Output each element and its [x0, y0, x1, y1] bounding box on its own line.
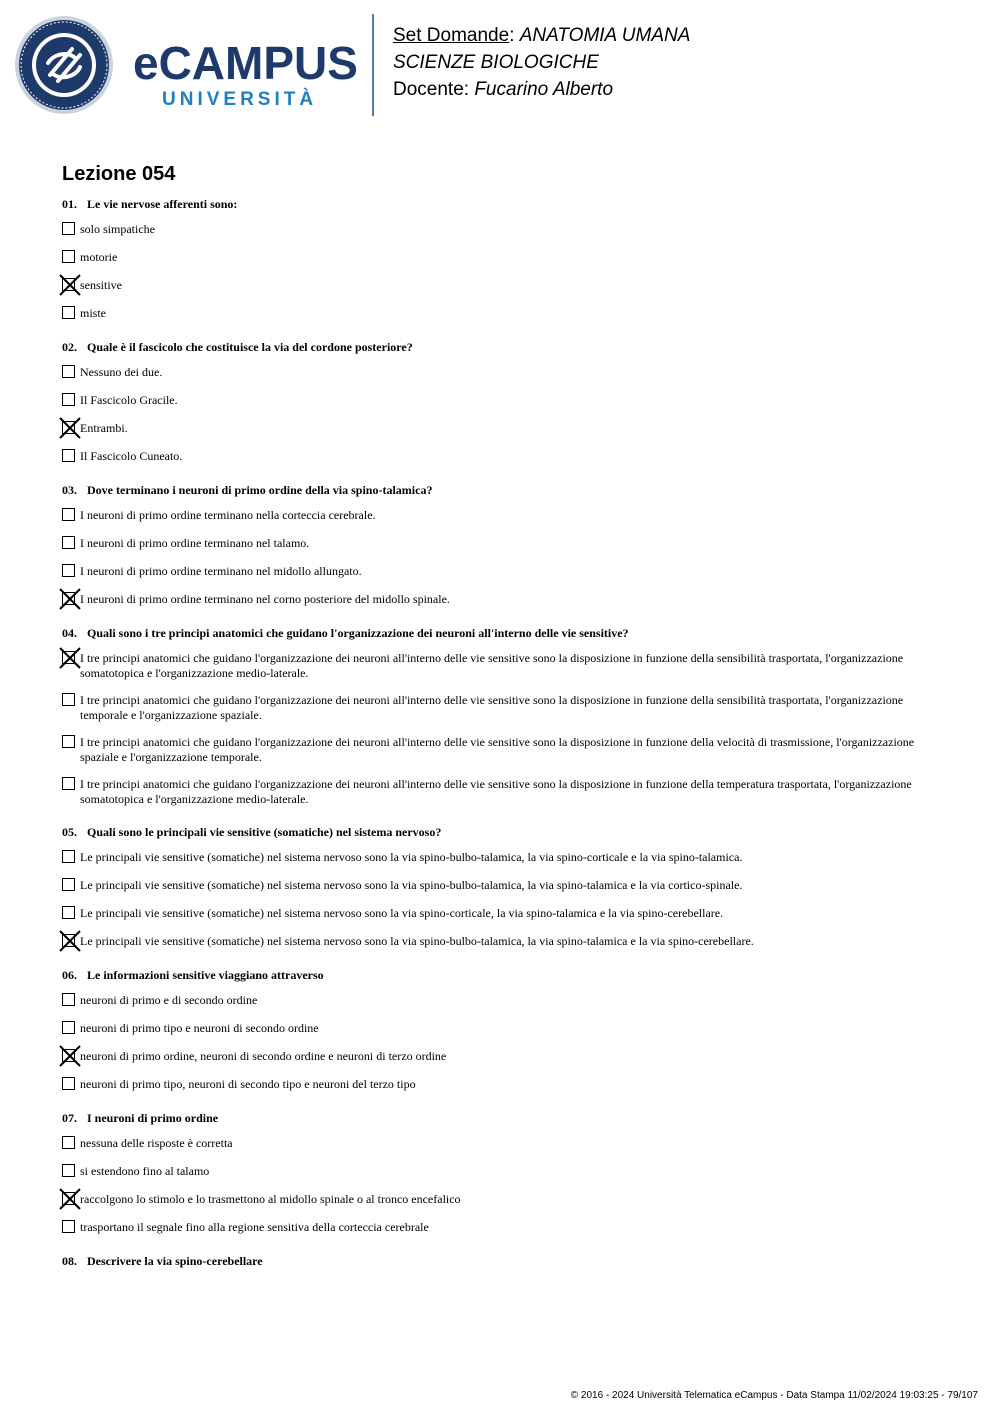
answer-option [62, 278, 942, 294]
question [62, 197, 942, 322]
checked-checkbox[interactable] [62, 1192, 75, 1205]
checkbox[interactable] [62, 508, 75, 521]
answer-option [62, 777, 942, 807]
checkbox[interactable] [62, 1220, 75, 1233]
cross-mark-icon [59, 1188, 81, 1210]
option-text: trasportano il segnale fino alla regione sensitiva della corteccia cerebrale [80, 1220, 429, 1234]
question-number: 02. [62, 340, 77, 354]
option-text: si estendono fino al talamo [80, 1164, 210, 1178]
checkbox[interactable] [62, 250, 75, 263]
checked-checkbox[interactable] [62, 1049, 75, 1062]
checkbox[interactable] [62, 878, 75, 891]
option-text: Le principali vie sensitive (somatiche) nel sistema nervoso sono la via spino-corticale, la via spino-talamica e la via spino-cerebellare. [80, 906, 724, 920]
option-text: I tre principi anatomici che guidano l'organizzazione dei neuroni all'interno delle vie sensitive sono la disposizione in funzione della sensibilità trasportata, l'organizzazione temporale e l'organizzazione spaziale. [80, 693, 904, 722]
question-title [62, 825, 942, 841]
question [62, 1254, 942, 1270]
checkbox[interactable] [62, 393, 75, 406]
answer-option [62, 421, 942, 437]
answer-option [62, 222, 942, 238]
question-title [62, 626, 942, 642]
course-name: SCIENZE BIOLOGICHE [393, 52, 599, 73]
logo-subtitle: UNIVERSITÀ [162, 89, 318, 110]
checkbox[interactable] [62, 693, 75, 706]
checkbox[interactable] [62, 1021, 75, 1034]
answer-option [62, 1136, 942, 1152]
checked-checkbox[interactable] [62, 592, 75, 605]
answer-option [62, 906, 942, 922]
option-text: I neuroni di primo ordine terminano nella corteccia cerebrale. [80, 508, 376, 522]
checkbox[interactable] [62, 850, 75, 863]
checkbox[interactable] [62, 306, 75, 319]
option-text: neuroni di primo ordine, neuroni di secondo ordine e neuroni di terzo ordine [80, 1049, 447, 1063]
page-header [0, 0, 1000, 130]
logo-wordmark: eCAMPUS [133, 37, 358, 89]
checkbox[interactable] [62, 1164, 75, 1177]
cross-mark-icon [59, 274, 81, 296]
checkbox[interactable] [62, 536, 75, 549]
answer-option [62, 393, 942, 409]
answer-option [62, 850, 942, 866]
question [62, 825, 942, 950]
question-title [62, 197, 942, 213]
answer-option [62, 449, 942, 465]
question-text: Quale è il fascicolo che costituisce la via del cordone posteriore? [87, 340, 413, 354]
university-seal-icon [14, 15, 114, 115]
question [62, 968, 942, 1093]
option-text: raccolgono lo stimolo e lo trasmettono al midollo spinale o al tronco encefalico [80, 1192, 461, 1206]
answer-option [62, 306, 942, 322]
set-value: ANATOMIA UMANA [519, 25, 691, 46]
answer-option [62, 564, 942, 580]
question-number: 07. [62, 1111, 77, 1125]
option-text: I tre principi anatomici che guidano l'organizzazione dei neuroni all'interno delle vie sensitive sono la disposizione in funzione della sensibilità trasportata, l'organizzazione somatotopica e l'organizzazione medio-laterale. [80, 651, 904, 680]
checkbox[interactable] [62, 1077, 75, 1090]
question-text: Le vie nervose afferenti sono: [87, 197, 238, 211]
answer-option [62, 536, 942, 552]
cross-mark-icon [59, 647, 81, 669]
checkbox[interactable] [62, 449, 75, 462]
question-text: Quali sono i tre principi anatomici che guidano l'organizzazione dei neuroni all'interno delle vie sensitive? [87, 626, 629, 640]
answer-option [62, 735, 942, 765]
answer-option [62, 1192, 942, 1208]
question-number: 04. [62, 626, 77, 640]
option-text: Il Fascicolo Cuneato. [80, 449, 183, 463]
checked-checkbox[interactable] [62, 651, 75, 664]
option-text: I tre principi anatomici che guidano l'organizzazione dei neuroni all'interno delle vie sensitive sono la disposizione in funzione della velocità di trasmissione, l'organizzazione spaziale e l'organizzazione temporale. [80, 735, 915, 764]
answer-option [62, 651, 942, 681]
header-info [393, 22, 690, 103]
question [62, 340, 942, 465]
option-text: sensitive [80, 278, 122, 292]
answer-option [62, 693, 942, 723]
question-title [62, 1254, 942, 1270]
cross-mark-icon [59, 588, 81, 610]
option-text: I neuroni di primo ordine terminano nel talamo. [80, 536, 310, 550]
option-text: nessuna delle risposte è corretta [80, 1136, 233, 1150]
checkbox[interactable] [62, 564, 75, 577]
answer-option [62, 1164, 942, 1180]
answer-option [62, 878, 942, 894]
option-text: neuroni di primo tipo, neuroni di secondo tipo e neuroni del terzo tipo [80, 1077, 416, 1091]
answer-option [62, 993, 942, 1009]
option-text: Il Fascicolo Gracile. [80, 393, 178, 407]
teacher-label: Docente: [393, 79, 475, 100]
option-text: neuroni di primo tipo e neuroni di secondo ordine [80, 1021, 319, 1035]
answer-option [62, 1077, 942, 1093]
question-title [62, 968, 942, 984]
question-title [62, 340, 942, 356]
cross-mark-icon [59, 417, 81, 439]
question-text: Dove terminano i neuroni di primo ordine della via spino-talamica? [87, 483, 433, 497]
option-text: miste [80, 306, 106, 320]
option-text: Entrambi. [80, 421, 128, 435]
set-label: Set Domande [393, 25, 510, 46]
question-list [62, 197, 942, 1288]
question-number: 08. [62, 1254, 77, 1268]
option-text: I neuroni di primo ordine terminano nel corno posteriore del midollo spinale. [80, 592, 450, 606]
question-number: 01. [62, 197, 77, 211]
option-text: I tre principi anatomici che guidano l'organizzazione dei neuroni all'interno delle vie sensitive sono la disposizione in funzione della temperatura trasportata, l'organizzazione somatotopica e l'organizzazione medio-laterale. [80, 777, 912, 806]
answer-option [62, 365, 942, 381]
option-text: neuroni di primo e di secondo ordine [80, 993, 258, 1007]
checked-checkbox[interactable] [62, 421, 75, 434]
question-text: I neuroni di primo ordine [87, 1111, 219, 1125]
option-text: Nessuno dei due. [80, 365, 163, 379]
checkbox[interactable] [62, 365, 75, 378]
set-line: Set Domande: ANATOMIA UMANA [393, 25, 691, 46]
question-text: Quali sono le principali vie sensitive (somatiche) nel sistema nervoso? [87, 825, 442, 839]
question-title [62, 1111, 942, 1127]
question [62, 626, 942, 807]
cross-mark-icon [59, 1045, 81, 1067]
course-line [393, 49, 690, 76]
question-number: 06. [62, 968, 77, 982]
option-text: Le principali vie sensitive (somatiche) nel sistema nervoso sono la via spino-bulbo-talamica, la via spino-talamica e la via cortico-spinale. [80, 878, 743, 892]
option-text: Le principali vie sensitive (somatiche) nel sistema nervoso sono la via spino-bulbo-talamica, la via spino-corticale e la via spino-talamica. [80, 850, 743, 864]
checkbox[interactable] [62, 735, 75, 748]
checkbox[interactable] [62, 222, 75, 235]
question-number: 05. [62, 825, 77, 839]
checked-checkbox[interactable] [62, 278, 75, 291]
lesson-title: Lezione 054 [62, 163, 176, 185]
checkbox[interactable] [62, 906, 75, 919]
answer-option [62, 508, 942, 524]
checked-checkbox[interactable] [62, 934, 75, 947]
question-text: Le informazioni sensitive viaggiano attraverso [87, 968, 324, 982]
question-text: Descrivere la via spino-cerebellare [87, 1254, 263, 1268]
question-number: 03. [62, 483, 77, 497]
cross-mark-icon [59, 930, 81, 952]
answer-option [62, 250, 942, 266]
checkbox[interactable] [62, 993, 75, 1006]
teacher-line [393, 76, 690, 103]
option-text: motorie [80, 250, 118, 264]
option-text: I neuroni di primo ordine terminano nel midollo allungato. [80, 564, 362, 578]
page-footer: © 2016 - 2024 Università Telematica eCampus - Data Stampa 11/02/2024 19:03:25 - 79/107 [570, 1390, 978, 1401]
answer-option [62, 1021, 942, 1037]
answer-option [62, 1220, 942, 1236]
header-divider [372, 14, 374, 116]
question [62, 1111, 942, 1236]
answer-option [62, 1049, 942, 1065]
question-title [62, 483, 942, 499]
teacher-name: Fucarino Alberto [474, 79, 614, 100]
option-text: solo simpatiche [80, 222, 155, 236]
checkbox[interactable] [62, 1136, 75, 1149]
question [62, 483, 942, 608]
checkbox[interactable] [62, 777, 75, 790]
option-text: Le principali vie sensitive (somatiche) nel sistema nervoso sono la via spino-bulbo-talamica, la via spino-talamica e la via spino-cerebellare. [80, 934, 754, 948]
answer-option [62, 934, 942, 950]
answer-option [62, 592, 942, 608]
